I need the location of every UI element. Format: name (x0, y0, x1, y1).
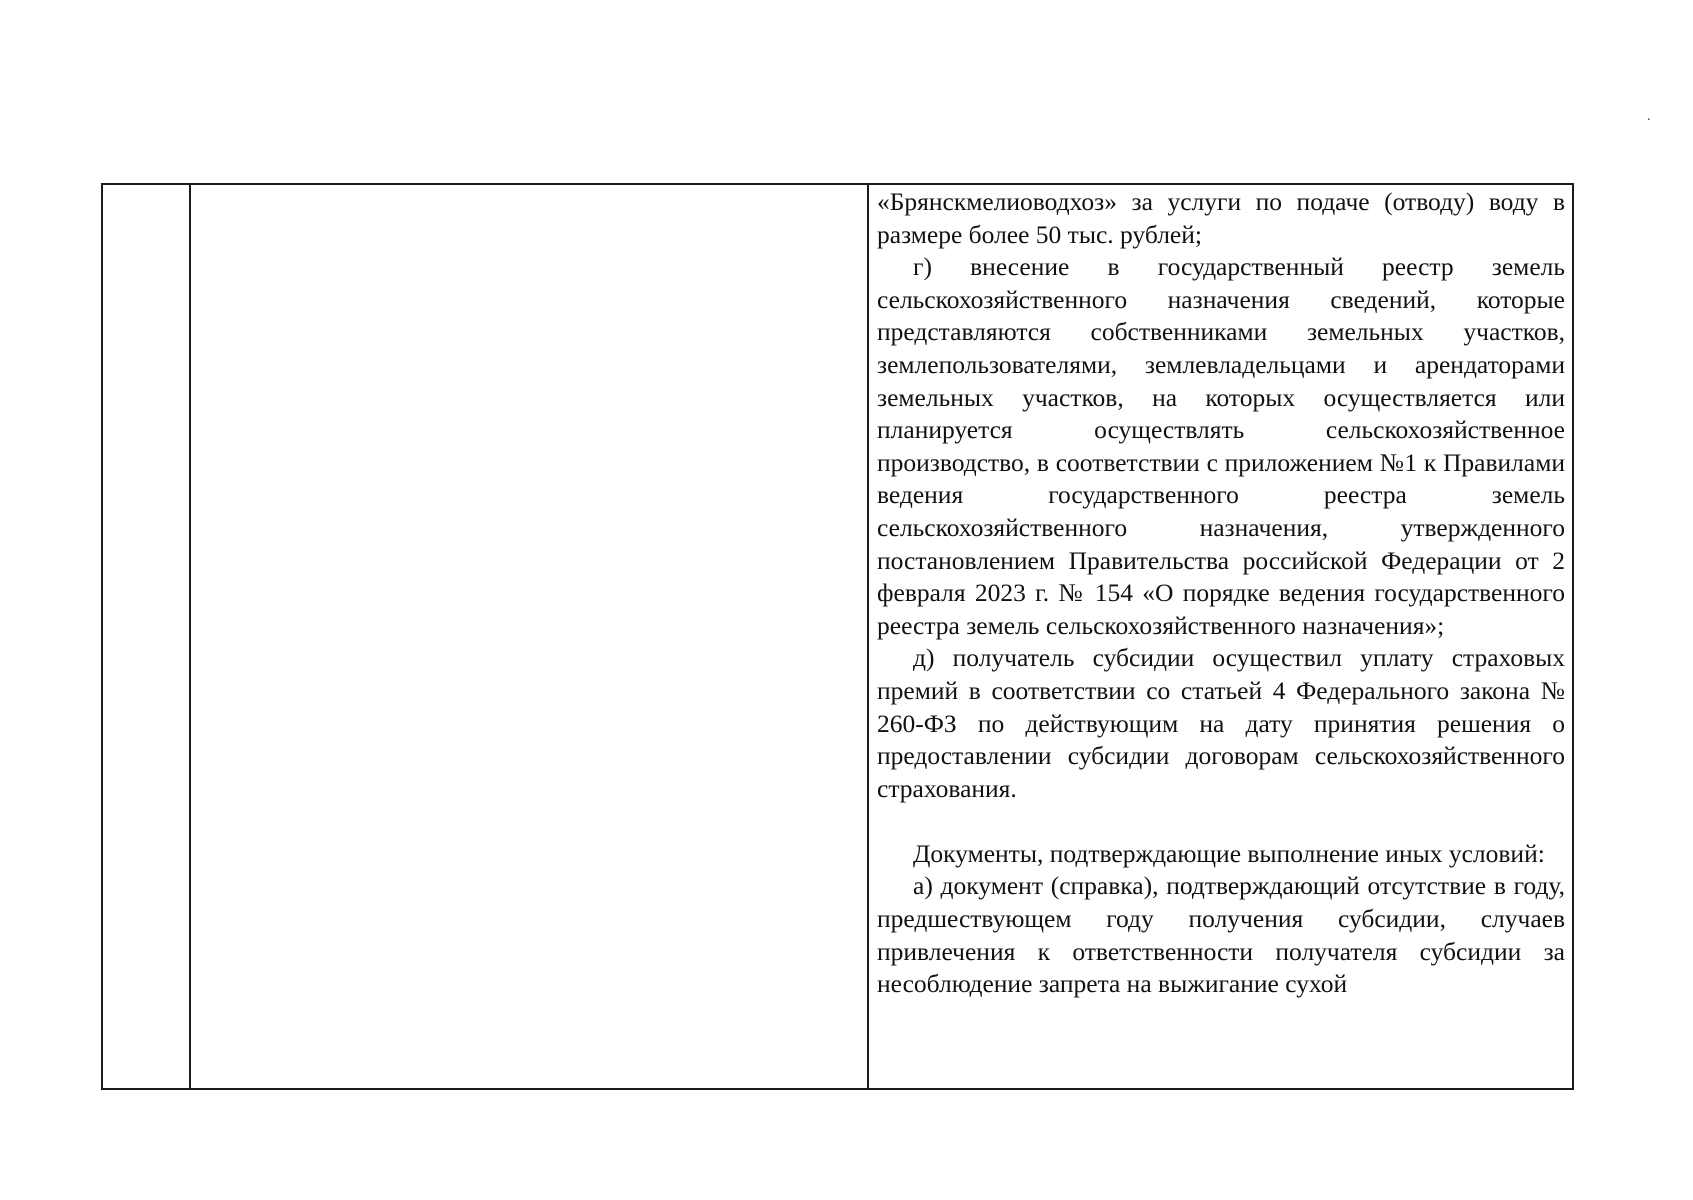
table-column-divider-2 (867, 185, 869, 1088)
paragraph-item-a: а) документ (справка), подтверждающий отсутствие в году, предшествующем году получения субсидии, случаев привлечения к ответственности получателя субсидии за несоблюдение запрета на выжигание сухой (877, 871, 1565, 999)
requirements-cell (877, 186, 1565, 1001)
document-table (101, 183, 1574, 1090)
scan-mark: . (1647, 109, 1651, 124)
paragraph-documents-heading: Документы, подтверждающие выполнение иных условий: (913, 838, 1545, 868)
table-column-divider-1 (189, 185, 191, 1088)
paragraph-item-d: д) получатель субсидии осуществил уплату страховых премий в соответствии со статьей 4 Федерального закона № 260-ФЗ по действующим на дату принятия решения о предоставлении субсидии договорам сельскохозяйственного страхования. (877, 643, 1565, 803)
paragraph-item-g: г) внесение в государственный реестр земель сельскохозяйственного назначения сведений, которые представляются собственниками земельных участков, землепользователями, землевладельцами и арендаторами земельных участков, на которых осуществляется или планируется осуществлять сельскохозяйственное производство, в соответствии с приложением №1 к Правилами ведения государственного реестра земель сельскохозяйственного назначения, утвержденного постановлением Правительства российской Федерации от 2 февраля 2023 г. № 154 «О порядке ведения государственного реестра земель сельскохозяйственного назначения»; (877, 252, 1565, 640)
paragraph-continuation: «Брянскмелиоводхоз» за услуги по подаче (отводу) воду в размере более 50 тыс. рублей; (877, 187, 1565, 249)
